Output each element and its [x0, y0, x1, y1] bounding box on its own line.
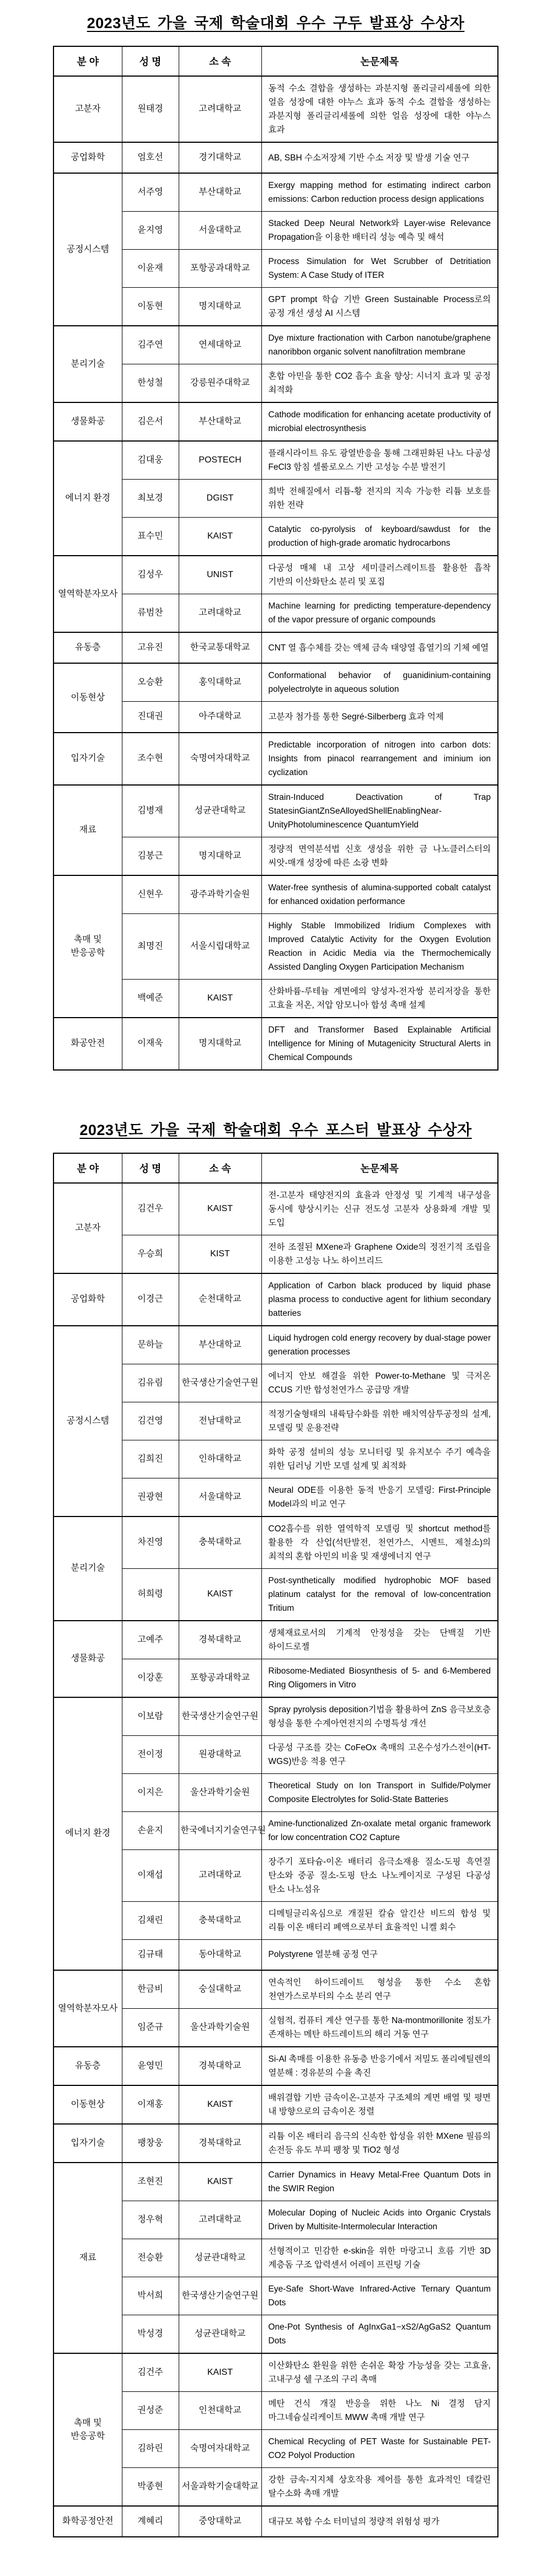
paper-cell: 생체재료로서의 기계적 안정성을 갖는 단백질 기반 하이드로젤: [261, 1621, 498, 1659]
paper-cell: One-Pot Synthesis of AgInxGa1−xS2/AgGaS2 Quantum Dots: [261, 2315, 498, 2354]
affiliation-cell: POSTECH: [179, 441, 261, 480]
paper-cell: 실험적, 컴퓨터 계산 연구를 통한 Na-montmorillonite 점토가 존재하는 메탄 하드레이트의 해리 거동 연구: [261, 2009, 498, 2047]
affiliation-cell: 원광대학교: [179, 1735, 261, 1773]
affiliation-cell: KAIST: [179, 1183, 261, 1235]
paper-cell: Conformational behavior of guanidinium-containing polyelectrolyte in aqueous solution: [261, 663, 498, 702]
poster-awards-table-body: [53, 1183, 498, 2537]
field-cell: 촉매 및 반응공학: [53, 875, 122, 1018]
paper-cell: Catalytic co-pyrolysis of keyboard/sawdust for the production of high-grade aromatic hydrocarbons: [261, 518, 498, 556]
table-row: [53, 441, 498, 480]
paper-cell: Post-synthetically modified hydrophobic MOF based platinum catalyst for the removal of low-concentration Tritium: [261, 1568, 498, 1621]
field-cell: 고분자: [53, 76, 122, 142]
field-cell: 이동현상: [53, 2085, 122, 2124]
name-cell: 김희진: [122, 1440, 179, 1478]
affiliation-cell: 순천대학교: [179, 1273, 261, 1326]
oral-awards-section: [53, 11, 498, 1071]
paper-cell: 장주기 포타슘-이온 배터리 음극소재용 질소-도핑 흑연질 탄소와 중공 질소-도핑 탄소 나노케이지로 구성된 다공성 탄소 나노섬유: [261, 1849, 498, 1901]
name-cell: 조수현: [122, 733, 179, 785]
name-cell: 이경근: [122, 1273, 179, 1326]
field-cell: 이동현상: [53, 663, 122, 733]
affiliation-cell: 한국에너지기술연구원: [179, 1811, 261, 1849]
table-row: [53, 2163, 498, 2201]
name-cell: 김규태: [122, 1939, 179, 1970]
paper-cell: 적정기술형태의 내륙담수화를 위한 배치역삼투공정의 설계, 모델링 및 운용전략: [261, 1402, 498, 1440]
column-header-name: 성 명: [122, 46, 179, 76]
header-row: [53, 46, 498, 76]
name-cell: 김채린: [122, 1901, 179, 1939]
field-cell: 공정시스템: [53, 173, 122, 326]
affiliation-cell: 고려대학교: [179, 1849, 261, 1901]
paper-cell: Dye mixture fractionation with Carbon nanotube/graphene nanoribbon organic solvent nanofiltration membrane: [261, 326, 498, 364]
field-cell: 분리기술: [53, 1516, 122, 1621]
paper-cell: GPT prompt 학습 기반 Green Sustainable Process로의 공정 개선 생성 AI 시스템: [261, 288, 498, 326]
affiliation-cell: KAIST: [179, 979, 261, 1018]
affiliation-cell: 포항공과대학교: [179, 1659, 261, 1697]
name-cell: 김건우: [122, 1183, 179, 1235]
affiliation-cell: 성균관대학교: [179, 2239, 261, 2277]
name-cell: 김은서: [122, 402, 179, 441]
name-cell: 원태경: [122, 76, 179, 142]
name-cell: 박서희: [122, 2277, 179, 2315]
paper-cell: Amine-functionalized Zn-oxalate metal organic framework for low concentration CO2 Capture: [261, 1811, 498, 1849]
name-cell: 김주연: [122, 326, 179, 364]
column-header-paper-title: 논문제목: [261, 46, 498, 76]
affiliation-cell: UNIST: [179, 556, 261, 594]
field-cell: 열역학분자모사: [53, 1970, 122, 2047]
affiliation-cell: 서울과학기술대학교: [179, 2468, 261, 2507]
paper-cell: 리튬 이온 배터리 음극의 신속한 합성을 위한 MXene 필름의 손전등 유도 부피 팽창 및 TiO2 형성: [261, 2124, 498, 2163]
name-cell: 최보경: [122, 480, 179, 518]
paper-cell: 고분자 첨가를 통한 Segré-Silberberg 효과 억제: [261, 702, 498, 733]
affiliation-cell: 성균관대학교: [179, 785, 261, 837]
affiliation-cell: 경북대학교: [179, 1621, 261, 1659]
name-cell: 표수민: [122, 518, 179, 556]
affiliation-cell: 고려대학교: [179, 76, 261, 142]
name-cell: 전이정: [122, 1735, 179, 1773]
table-row: [53, 2047, 498, 2085]
paper-cell: CNT 열 흡수체를 갖는 액체 금속 태양열 흡열기의 기체 예열: [261, 632, 498, 663]
paper-cell: Chemical Recycling of PET Waste for Sustainable PET-CO2 Polyol Production: [261, 2430, 498, 2468]
table-row: [53, 733, 498, 785]
paper-cell: Polystyrene 열분해 공정 연구: [261, 1939, 498, 1970]
oral-awards-table-body: [53, 76, 498, 1070]
paper-cell: CO2흡수를 위한 열역학적 모델링 및 shortcut method를 활용한 각 산업(석탄발전, 천연가스, 시멘트, 제철소)의 최적의 혼합 아민의 비율 및 재생에너지 연구: [261, 1516, 498, 1569]
name-cell: 이재섭: [122, 1849, 179, 1901]
name-cell: 이재욱: [122, 1018, 179, 1070]
field-cell: 재료: [53, 785, 122, 875]
affiliation-cell: 숭실대학교: [179, 1970, 261, 2009]
affiliation-cell: KIST: [179, 1235, 261, 1273]
table-row: [53, 1326, 498, 1364]
affiliation-cell: 강릉원주대학교: [179, 364, 261, 403]
affiliation-cell: 경기대학교: [179, 142, 261, 173]
paper-cell: Spray pyrolysis deposition기법을 활용하여 ZnS 음극보호층 형성을 통한 수계아연전지의 수명특성 개선: [261, 1697, 498, 1736]
poster-awards-title: 2023년도 가을 국제 학술대회 우수 포스터 발표상 수상자: [79, 1121, 472, 1138]
field-cell: 공업화학: [53, 1273, 122, 1326]
paper-cell: DFT and Transformer Based Explainable Artificial Intelligence for Mining of Mutagenicity Structural Alerts in Chemical Compounds: [261, 1018, 498, 1070]
name-cell: 김유림: [122, 1364, 179, 1402]
oral-awards-title: 2023년도 가을 국제 학술대회 우수 구두 발표상 수상자: [87, 15, 465, 31]
name-cell: 이재홍: [122, 2085, 179, 2124]
name-cell: 한성철: [122, 364, 179, 403]
affiliation-cell: KAIST: [179, 1568, 261, 1621]
paper-cell: 희박 전해질에서 리튬-황 전지의 지속 가능한 리튬 보호를 위한 전략: [261, 480, 498, 518]
paper-cell: 디메틸글리옥심으로 개질된 칼슘 알긴산 비드의 합성 및 리튬 이온 배터리 폐액으로부터 효율적인 니켈 회수: [261, 1901, 498, 1939]
field-cell: 재료: [53, 2163, 122, 2353]
paper-cell: Stacked Deep Neural Network와 Layer-wise Relevance Propagation을 이용한 배터리 성능 예측 및 해석: [261, 212, 498, 250]
affiliation-cell: 숙명여자대학교: [179, 2430, 261, 2468]
table-row: [53, 173, 498, 212]
table-row: [53, 1970, 498, 2009]
column-header-affiliation: 소 속: [179, 1153, 261, 1183]
name-cell: 이윤재: [122, 250, 179, 288]
affiliation-cell: 명지대학교: [179, 288, 261, 326]
paper-cell: Highly Stable Immobilized Iridium Complexes with Improved Catalytic Activity for the Oxygen Evolution Reaction in Acidic Media via the Thermochemically Assisted Dangling Oxygen Participation Mechanism: [261, 913, 498, 979]
affiliation-cell: 아주대학교: [179, 702, 261, 733]
affiliation-cell: 부산대학교: [179, 1326, 261, 1364]
affiliation-cell: KAIST: [179, 2085, 261, 2124]
column-header-field: 분 야: [53, 1153, 122, 1183]
field-cell: 분리기술: [53, 326, 122, 402]
name-cell: 윤영민: [122, 2047, 179, 2085]
poster-awards-section: [53, 1118, 498, 2538]
affiliation-cell: 인하대학교: [179, 1440, 261, 1478]
paper-cell: Water-free synthesis of alumina-supported cobalt catalyst for enhanced oxidation performance: [261, 875, 498, 914]
affiliation-cell: 한국생산기술연구원: [179, 1364, 261, 1402]
name-cell: 진대권: [122, 702, 179, 733]
name-cell: 오승환: [122, 663, 179, 702]
table-row: [53, 663, 498, 702]
affiliation-cell: 한국생산기술연구원: [179, 2277, 261, 2315]
name-cell: 엄호선: [122, 142, 179, 173]
paper-cell: Ribosome-Mediated Biosynthesis of 5- and 6-Membered Ring Oligomers in Vitro: [261, 1659, 498, 1697]
paper-cell: Molecular Doping of Nucleic Acids into Organic Crystals Driven by Multisite-Intermolecular Interaction: [261, 2201, 498, 2239]
paper-cell: 선형적이고 민감한 e-skin을 위한 마랑고니 흐름 기반 3D 계층돔 구조 압력센서 어레이 프린팅 기술: [261, 2239, 498, 2277]
column-header-name: 성 명: [122, 1153, 179, 1183]
paper-cell: 전하 조절된 MXene과 Graphene Oxide의 정전기적 조립을 이용한 고성능 나노 하이브리드: [261, 1235, 498, 1273]
paper-cell: 이산화탄소 환원을 위한 손쉬운 확장 가능성을 갖는 고효율, 고내구성 쉘 구조의 구리 촉매: [261, 2353, 498, 2392]
name-cell: 윤지영: [122, 212, 179, 250]
name-cell: 우승희: [122, 1235, 179, 1273]
paper-cell: Carrier Dynamics in Heavy Metal-Free Quantum Dots in the SWIR Region: [261, 2163, 498, 2201]
name-cell: 서주영: [122, 173, 179, 212]
affiliation-cell: 동아대학교: [179, 1939, 261, 1970]
paper-cell: Exergy mapping method for estimating indirect carbon emissions: Carbon reduction process design applications: [261, 173, 498, 212]
oral-awards-table-header: [53, 46, 498, 76]
paper-cell: Process Simulation for Wet Scrubber of Detritiation System: A Case Study of ITER: [261, 250, 498, 288]
paper-cell: 메탄 건식 개질 반응을 위한 나노 Ni 결정 담지 마그네슘실리케이트 MWW 촉매 개발 연구: [261, 2392, 498, 2430]
table-row: [53, 2085, 498, 2124]
affiliation-cell: KAIST: [179, 2353, 261, 2392]
affiliation-cell: 한국생산기술연구원: [179, 1697, 261, 1736]
affiliation-cell: 부산대학교: [179, 402, 261, 441]
table-row: [53, 1183, 498, 1235]
name-cell: 정우혁: [122, 2201, 179, 2239]
paper-cell: 동적 수소 결합을 생성하는 과분지형 폴리글리세롤에 의한 얼음 성장에 대한 야누스 효과 동적 수소 결합을 생성하는 과분지형 폴리글리세롤에 의한 얼음 성장에 대한 야누스 효과: [261, 76, 498, 142]
affiliation-cell: 서울시립대학교: [179, 913, 261, 979]
paper-cell: Theoretical Study on Ion Transport in Sulfide/Polymer Composite Electrolytes for Solid-State Batteries: [261, 1773, 498, 1811]
table-row: [53, 2124, 498, 2163]
name-cell: 차진영: [122, 1516, 179, 1569]
paper-cell: Cathode modification for enhancing acetate productivity of microbial electrosynthesis: [261, 402, 498, 441]
poster-awards-table-header: [53, 1153, 498, 1183]
name-cell: 임준규: [122, 2009, 179, 2047]
affiliation-cell: 인천대학교: [179, 2392, 261, 2430]
field-cell: 고분자: [53, 1183, 122, 1273]
name-cell: 문하늘: [122, 1326, 179, 1364]
header-row: [53, 1153, 498, 1183]
name-cell: 손윤지: [122, 1811, 179, 1849]
affiliation-cell: 한국교통대학교: [179, 632, 261, 663]
field-cell: 촉매 및 반응공학: [53, 2353, 122, 2506]
affiliation-cell: 연세대학교: [179, 326, 261, 364]
paper-cell: 플래시라이트 유도 광열반응을 통해 그래핀화된 나노 다공성 FeCl3 함침 셀룰로오스 기반 고성능 수분 발전기: [261, 441, 498, 480]
name-cell: 이지은: [122, 1773, 179, 1811]
name-cell: 계혜리: [122, 2506, 179, 2537]
affiliation-cell: 경북대학교: [179, 2124, 261, 2163]
name-cell: 이보람: [122, 1697, 179, 1736]
paper-cell: 혼합 아민을 통한 CO2 흡수 효율 향상: 시너지 효과 및 공정 최적화: [261, 364, 498, 403]
table-row: [53, 556, 498, 594]
column-header-field: 분 야: [53, 46, 122, 76]
table-row: [53, 632, 498, 663]
affiliation-cell: 광주과학기술원: [179, 875, 261, 914]
field-cell: 열역학분자모사: [53, 556, 122, 632]
field-cell: 생물화공: [53, 402, 122, 441]
field-cell: 입자기술: [53, 2124, 122, 2163]
affiliation-cell: 부산대학교: [179, 173, 261, 212]
affiliation-cell: KAIST: [179, 2163, 261, 2201]
field-cell: 생물화공: [53, 1621, 122, 1697]
affiliation-cell: 명지대학교: [179, 1018, 261, 1070]
paper-cell: Neural ODE를 이용한 동적 반응기 모델링: First-Principle Model과의 비교 연구: [261, 1478, 498, 1516]
field-cell: 입자기술: [53, 733, 122, 785]
name-cell: 고유진: [122, 632, 179, 663]
paper-cell: 화학 공정 설비의 성능 모니터링 및 유지보수 주기 예측을 위한 딥러닝 기반 모델 설계 및 최적화: [261, 1440, 498, 1478]
name-cell: 한금비: [122, 1970, 179, 2009]
name-cell: 김건영: [122, 1402, 179, 1440]
affiliation-cell: 서울대학교: [179, 1478, 261, 1516]
name-cell: 팽창웅: [122, 2124, 179, 2163]
name-cell: 신현우: [122, 875, 179, 914]
field-cell: 에너지 환경: [53, 1697, 122, 1971]
column-header-paper-title: 논문제목: [261, 1153, 498, 1183]
name-cell: 고예주: [122, 1621, 179, 1659]
affiliation-cell: 전남대학교: [179, 1402, 261, 1440]
name-cell: 조현진: [122, 2163, 179, 2201]
paper-cell: 다공성 구조를 갖는 CoFeOx 촉매의 고온수성가스전이(HT-WGS)반응 적용 연구: [261, 1735, 498, 1773]
paper-cell: 에너지 안보 해결을 위한 Power-to-Methane 및 극저온 CCUS 기반 합성천연가스 공급망 개발: [261, 1364, 498, 1402]
affiliation-cell: 성균관대학교: [179, 2315, 261, 2354]
paper-cell: 산화바륨-루테늄 계면에의 양성자-전자쌍 분리저장을 통한 고효율 저온, 저압 암모니아 합성 촉매 설계: [261, 979, 498, 1018]
table-row: [53, 142, 498, 173]
paper-cell: Machine learning for predicting temperature-dependency of the vapor pressure of organic compounds: [261, 594, 498, 633]
table-row: [53, 326, 498, 364]
name-cell: 권광현: [122, 1478, 179, 1516]
table-row: [53, 402, 498, 441]
affiliation-cell: 홍익대학교: [179, 663, 261, 702]
affiliation-cell: DGIST: [179, 480, 261, 518]
affiliation-cell: 숙명여자대학교: [179, 733, 261, 785]
paper-cell: 대규모 복합 수소 터미널의 정량적 위험성 평가: [261, 2506, 498, 2537]
affiliation-cell: 울산과학기술원: [179, 2009, 261, 2047]
paper-cell: 다공성 매체 내 고상 세미클러스레이트를 활용한 흡착 기반의 이산화탄소 분리 및 포집: [261, 556, 498, 594]
field-cell: 화공안전: [53, 1018, 122, 1070]
field-cell: 공정시스템: [53, 1326, 122, 1516]
affiliation-cell: 명지대학교: [179, 837, 261, 875]
column-header-affiliation: 소 속: [179, 46, 261, 76]
paper-cell: Si-Al 촉매를 이용한 유동층 반응기에서 저밀도 폴리에틸렌의 열분해 : 경유분의 수율 촉진: [261, 2047, 498, 2085]
field-cell: 유동층: [53, 2047, 122, 2085]
field-cell: 에너지 환경: [53, 441, 122, 556]
paper-cell: Predictable incorporation of nitrogen into carbon dots: Insights from pinacol rearrangement and iminium ion cyclization: [261, 733, 498, 785]
name-cell: 백예준: [122, 979, 179, 1018]
table-row: [53, 1273, 498, 1326]
table-row: [53, 76, 498, 142]
field-cell: 화학공정안전: [53, 2506, 122, 2537]
affiliation-cell: KAIST: [179, 518, 261, 556]
name-cell: 김건주: [122, 2353, 179, 2392]
name-cell: 박성경: [122, 2315, 179, 2354]
table-row: [53, 1516, 498, 1569]
name-cell: 박종현: [122, 2468, 179, 2507]
name-cell: 김봉근: [122, 837, 179, 875]
table-row: [53, 1697, 498, 1736]
paper-cell: 연속적인 하이드레이트 형성을 통한 수소 혼합 천연가스로부터의 수소 분리 연구: [261, 1970, 498, 2009]
paper-cell: 강한 금속-지지체 상호작용 제어를 통한 효과적인 데칼린 탈수소화 촉매 개발: [261, 2468, 498, 2507]
affiliation-cell: 포항공과대학교: [179, 250, 261, 288]
table-row: [53, 1018, 498, 1070]
paper-cell: AB, SBH 수소저장체 기반 수소 저장 및 발생 기술 연구: [261, 142, 498, 173]
affiliation-cell: 충북대학교: [179, 1516, 261, 1569]
name-cell: 김하린: [122, 2430, 179, 2468]
paper-cell: Strain-Induced Deactivation of Trap StatesinGiantZnSeAlloyedShellEnablingNear-UnityPhotoluminescence QuantumYield: [261, 785, 498, 837]
paper-cell: 배위결합 기반 금속이온-고분자 구조체의 계면 배열 및 평면 내 방향으로의 금속이온 정렬: [261, 2085, 498, 2124]
affiliation-cell: 서울대학교: [179, 212, 261, 250]
paper-cell: 정량적 면역분석법 신호 생성을 위한 금 나노클러스터의 씨앗-매개 성장에 따른 소광 변화: [261, 837, 498, 875]
name-cell: 이동현: [122, 288, 179, 326]
paper-cell: Eye-Safe Short-Wave Infrared-Active Ternary Quantum Dots: [261, 2277, 498, 2315]
affiliation-cell: 중앙대학교: [179, 2506, 261, 2537]
name-cell: 김병재: [122, 785, 179, 837]
name-cell: 권성준: [122, 2392, 179, 2430]
oral-awards-table: [53, 46, 498, 1071]
paper-cell: Application of Carbon black produced by liquid phase plasma process to conductive agent for lithium secondary batteries: [261, 1273, 498, 1326]
name-cell: 허희령: [122, 1568, 179, 1621]
name-cell: 이강훈: [122, 1659, 179, 1697]
affiliation-cell: 고려대학교: [179, 2201, 261, 2239]
affiliation-cell: 경북대학교: [179, 2047, 261, 2085]
table-row: [53, 2506, 498, 2537]
field-cell: 유동층: [53, 632, 122, 663]
name-cell: 류범찬: [122, 594, 179, 633]
affiliation-cell: 울산과학기술원: [179, 1773, 261, 1811]
table-row: [53, 875, 498, 914]
field-cell: 공업화학: [53, 142, 122, 173]
name-cell: 전승환: [122, 2239, 179, 2277]
name-cell: 김대웅: [122, 441, 179, 480]
paper-cell: 전-고분자 태양전지의 효율과 안정성 및 기계적 내구성을 동시에 향상시키는 신규 전도성 고분자 상용화제 개발 및 도입: [261, 1183, 498, 1235]
affiliation-cell: 고려대학교: [179, 594, 261, 633]
table-row: [53, 1621, 498, 1659]
table-row: [53, 785, 498, 837]
name-cell: 최명진: [122, 913, 179, 979]
poster-awards-table: [53, 1153, 498, 2538]
paper-cell: Liquid hydrogen cold energy recovery by dual-stage power generation processes: [261, 1326, 498, 1364]
table-row: [53, 2353, 498, 2392]
affiliation-cell: 충북대학교: [179, 1901, 261, 1939]
name-cell: 김성우: [122, 556, 179, 594]
